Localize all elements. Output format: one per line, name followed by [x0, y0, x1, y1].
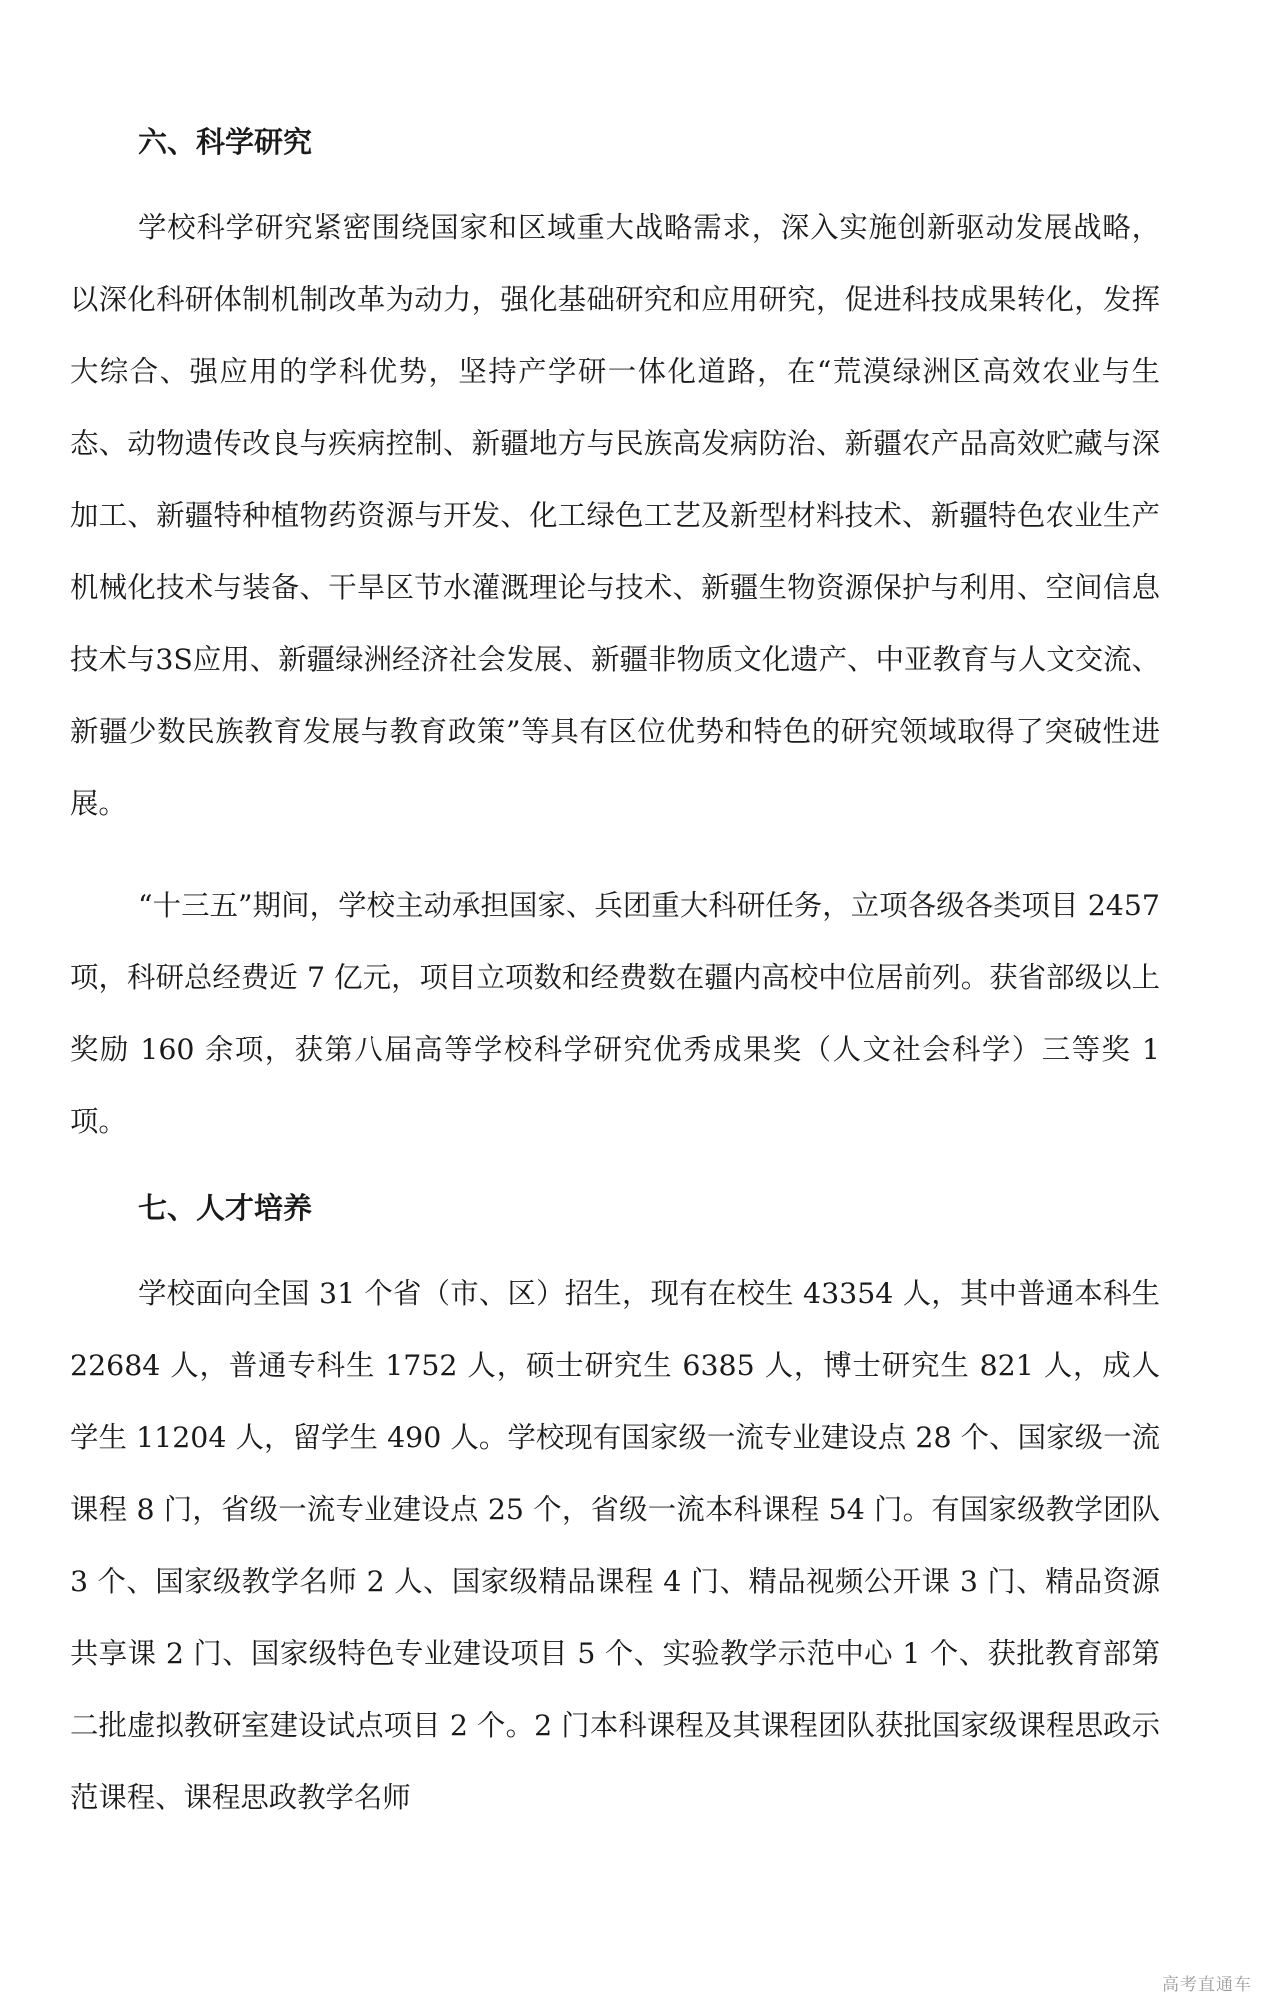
section-heading-talent-training: 七、人才培养	[138, 1191, 313, 1225]
paragraph-talent-training: 学校面向全国 31 个省（市、区）招生，现有在校生 43354 人，其中普通本科生 22684 人，普通专科生 1752 人，硕士研究生 6385 人，博士研究生 821 人，成人学生 11204 人，留学生 490 人。学校现有国家级一流专业建设点 28 个、国家级一流课程 8 门，省级一流专业建设点 25 个，省级一流本科课程 54 门。有国家级教学团队 3 个、国家级教学名师 2 人、国家级精品课程 4 门、精品视频公开课 3 门、精品资源共享课 2 门、国家级特色专业建设项目 5 个、实验教学示范中心 1 个、获批教育部第二批虚拟教研室建设试点项目 2 个。2 门本科课程及其课程团队获批国家级课程思政示范课程、课程思政教学名师	[70, 1277, 1160, 1814]
document-page	[70, 122, 1160, 1864]
section-heading-research: 六、科学研究	[138, 125, 313, 159]
paragraph-research-overview: 学校科学研究紧密围绕国家和区域重大战略需求，深入实施创新驱动发展战略，以深化科研体制机制改革为动力，强化基础研究和应用研究，促进科技成果转化，发挥大综合、强应用的学科优势，坚持产学研一体化道路，在“荒漠绿洲区高效农业与生态、动物遗传改良与疾病控制、新疆地方与民族高发病防治、新疆农产品高效贮藏与深加工、新疆特种植物药资源与开发、化工绿色工艺及新型材料技术、新疆特色农业生产机械化技术与装备、干旱区节水灌溉理论与技术、新疆生物资源保护与利用、空间信息技术与3S应用、新疆绿洲经济社会发展、新疆非物质文化遗产、中亚教育与人文交流、新疆少数民族教育发展与教育政策”等具有区位优势和特色的研究领域取得了突破性进展。	[70, 211, 1160, 820]
paragraph-research-achievements: “十三五”期间，学校主动承担国家、兵团重大科研任务，立项各级各类项目 2457 项，科研总经费近 7 亿元，项目立项数和经费数在疆内高校中位居前列。获省部级以上奖励 160 余项，获第八届高等学校科学研究优秀成果奖（人文社会科学）三等奖 1 项。	[70, 889, 1160, 1138]
watermark-logo-text: 高考直通车	[1162, 1975, 1252, 1995]
